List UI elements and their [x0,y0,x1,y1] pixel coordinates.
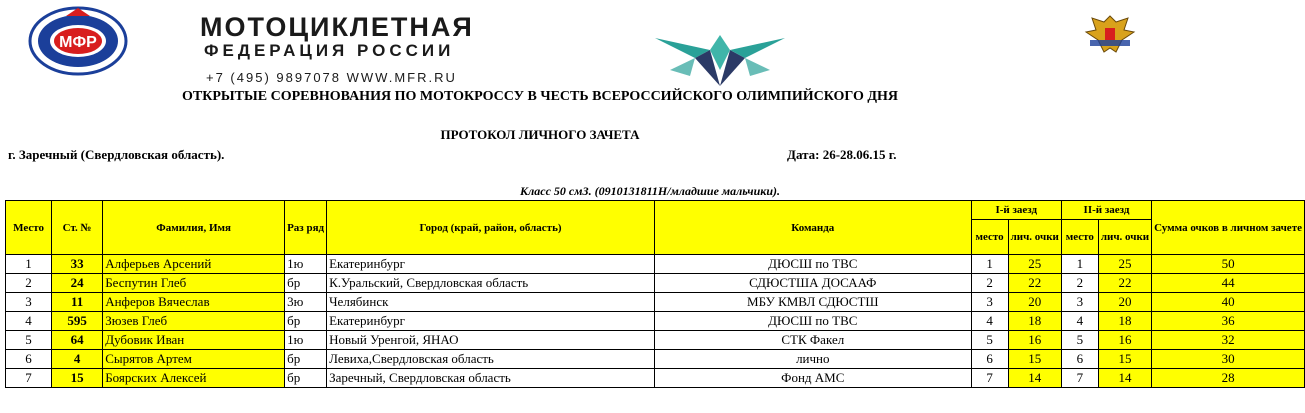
cell-city: Екатеринбург [327,255,655,274]
table-row [6,369,1305,388]
cell-rank: бр [285,369,327,388]
header-rank: Раз ряд [285,201,327,255]
org-name-line1: МОТОЦИКЛЕТНАЯ [200,12,474,42]
cell-city: Челябинск [327,293,655,312]
cell-team: ДЮСШ по ТВС [654,255,971,274]
cell-start-no: 33 [52,255,103,274]
mfr-emblem-logo [28,6,128,76]
cell-start-no: 64 [52,331,103,350]
cell-r1-place: 7 [971,369,1008,388]
cell-name: Зюзев Глеб [103,312,285,331]
cell-total: 32 [1152,331,1305,350]
cell-team: Фонд АМС [654,369,971,388]
cell-place: 3 [6,293,52,312]
table-row [6,274,1305,293]
cell-r1-place: 2 [971,274,1008,293]
cell-r2-points: 22 [1098,274,1151,293]
cell-place: 5 [6,331,52,350]
table-row [6,312,1305,331]
cell-team: МБУ КМВЛ СДЮСТШ [654,293,971,312]
cell-place: 4 [6,312,52,331]
cell-total: 36 [1152,312,1305,331]
cell-r2-points: 20 [1098,293,1151,312]
cell-r2-place: 1 [1061,255,1098,274]
cell-start-no: 24 [52,274,103,293]
cell-place: 1 [6,255,52,274]
cell-r2-place: 3 [1061,293,1098,312]
header-team: Команда [654,201,971,255]
cell-r1-points: 15 [1008,350,1061,369]
event-title: ОТКРЫТЫЕ СОРЕВНОВАНИЯ ПО МОТОКРОССУ В ЧЕСТЬ ВСЕРОССИЙСКОГО ОЛИМПИЙСКОГО ДНЯ [182,89,898,104]
cell-r1-points: 14 [1008,369,1061,388]
cell-r2-place: 6 [1061,350,1098,369]
cell-name: Беспутин Глеб [103,274,285,293]
cell-total: 44 [1152,274,1305,293]
header-total: Сумма очков в личном зачете [1152,201,1305,255]
location: г. Заречный (Свердловская область). [8,147,225,162]
cell-city: Заречный, Свердловская область [327,369,655,388]
table-row [6,255,1305,274]
header-race1-points: лич. очки [1008,220,1061,255]
cell-name: Боярских Алексей [103,369,285,388]
cell-r2-place: 4 [1061,312,1098,331]
table-row [6,331,1305,350]
mfr-header-block [200,14,474,86]
cell-r1-place: 3 [971,293,1008,312]
cell-r1-points: 16 [1008,331,1061,350]
cell-start-no: 595 [52,312,103,331]
cell-city: Левиха,Свердловская область [327,350,655,369]
header-race1: I-й заезд [971,201,1061,220]
cell-total: 28 [1152,369,1305,388]
cell-r2-place: 7 [1061,369,1098,388]
cell-name: Дубовик Иван [103,331,285,350]
cell-place: 6 [6,350,52,369]
cell-start-no: 15 [52,369,103,388]
cell-r1-place: 1 [971,255,1008,274]
cell-team: лично [654,350,971,369]
cell-r2-points: 14 [1098,369,1151,388]
cell-start-no: 11 [52,293,103,312]
cell-name: Сырятов Артем [103,350,285,369]
cell-team: СДЮСТША ДОСААФ [654,274,971,293]
cell-place: 2 [6,274,52,293]
org-contacts: +7 (495) 9897078 WWW.MFR.RU [206,70,457,85]
cell-r1-points: 20 [1008,293,1061,312]
cell-name: Анферов Вячеслав [103,293,285,312]
cell-rank: 3ю [285,293,327,312]
cell-place: 7 [6,369,52,388]
cell-r2-points: 25 [1098,255,1151,274]
cell-r1-points: 25 [1008,255,1061,274]
cell-total: 50 [1152,255,1305,274]
cell-name: Алферьев Арсений [103,255,285,274]
cell-team: СТК Факел [654,331,971,350]
cell-r2-points: 16 [1098,331,1151,350]
cell-r1-place: 6 [971,350,1008,369]
header-race2-place: место [1061,220,1098,255]
header-race2-points: лич. очки [1098,220,1151,255]
cell-rank: бр [285,312,327,331]
org-name-line2: ФЕДЕРАЦИЯ РОССИИ [204,41,455,60]
cell-city: Новый Уренгой, ЯНАО [327,331,655,350]
results-table [5,200,1305,388]
cell-total: 40 [1152,293,1305,312]
coat-of-arms-icon [1080,12,1140,56]
cell-r1-place: 5 [971,331,1008,350]
class-label: Класс 50 смЗ. (0910131811Н/младшие мальчики). [519,184,781,198]
table-row [6,350,1305,369]
header-race1-place: место [971,220,1008,255]
cell-rank: 1ю [285,331,327,350]
cell-r1-place: 4 [971,312,1008,331]
mfr-logo-text: МФР [59,34,97,51]
cell-city: Екатеринбург [327,312,655,331]
m-star-logo [650,30,790,86]
cell-team: ДЮСШ по ТВС [654,312,971,331]
header-place: Место [6,201,52,255]
header-start-no: Ст. № [52,201,103,255]
header-name: Фамилия, Имя [103,201,285,255]
cell-total: 30 [1152,350,1305,369]
cell-r1-points: 18 [1008,312,1061,331]
cell-r2-points: 18 [1098,312,1151,331]
cell-city: К.Уральский, Свердловская область [327,274,655,293]
cell-rank: 1ю [285,255,327,274]
cell-start-no: 4 [52,350,103,369]
table-row [6,293,1305,312]
protocol-title: ПРОТОКОЛ ЛИЧНОГО ЗАЧЕТА [440,127,640,142]
cell-rank: бр [285,274,327,293]
header-city: Город (край, район, область) [327,201,655,255]
cell-r2-points: 15 [1098,350,1151,369]
header-race2: II-й заезд [1061,201,1151,220]
cell-rank: бр [285,350,327,369]
cell-r2-place: 5 [1061,331,1098,350]
cell-r2-place: 2 [1061,274,1098,293]
cell-r1-points: 22 [1008,274,1061,293]
event-date: Дата: 26-28.06.15 г. [787,147,897,162]
